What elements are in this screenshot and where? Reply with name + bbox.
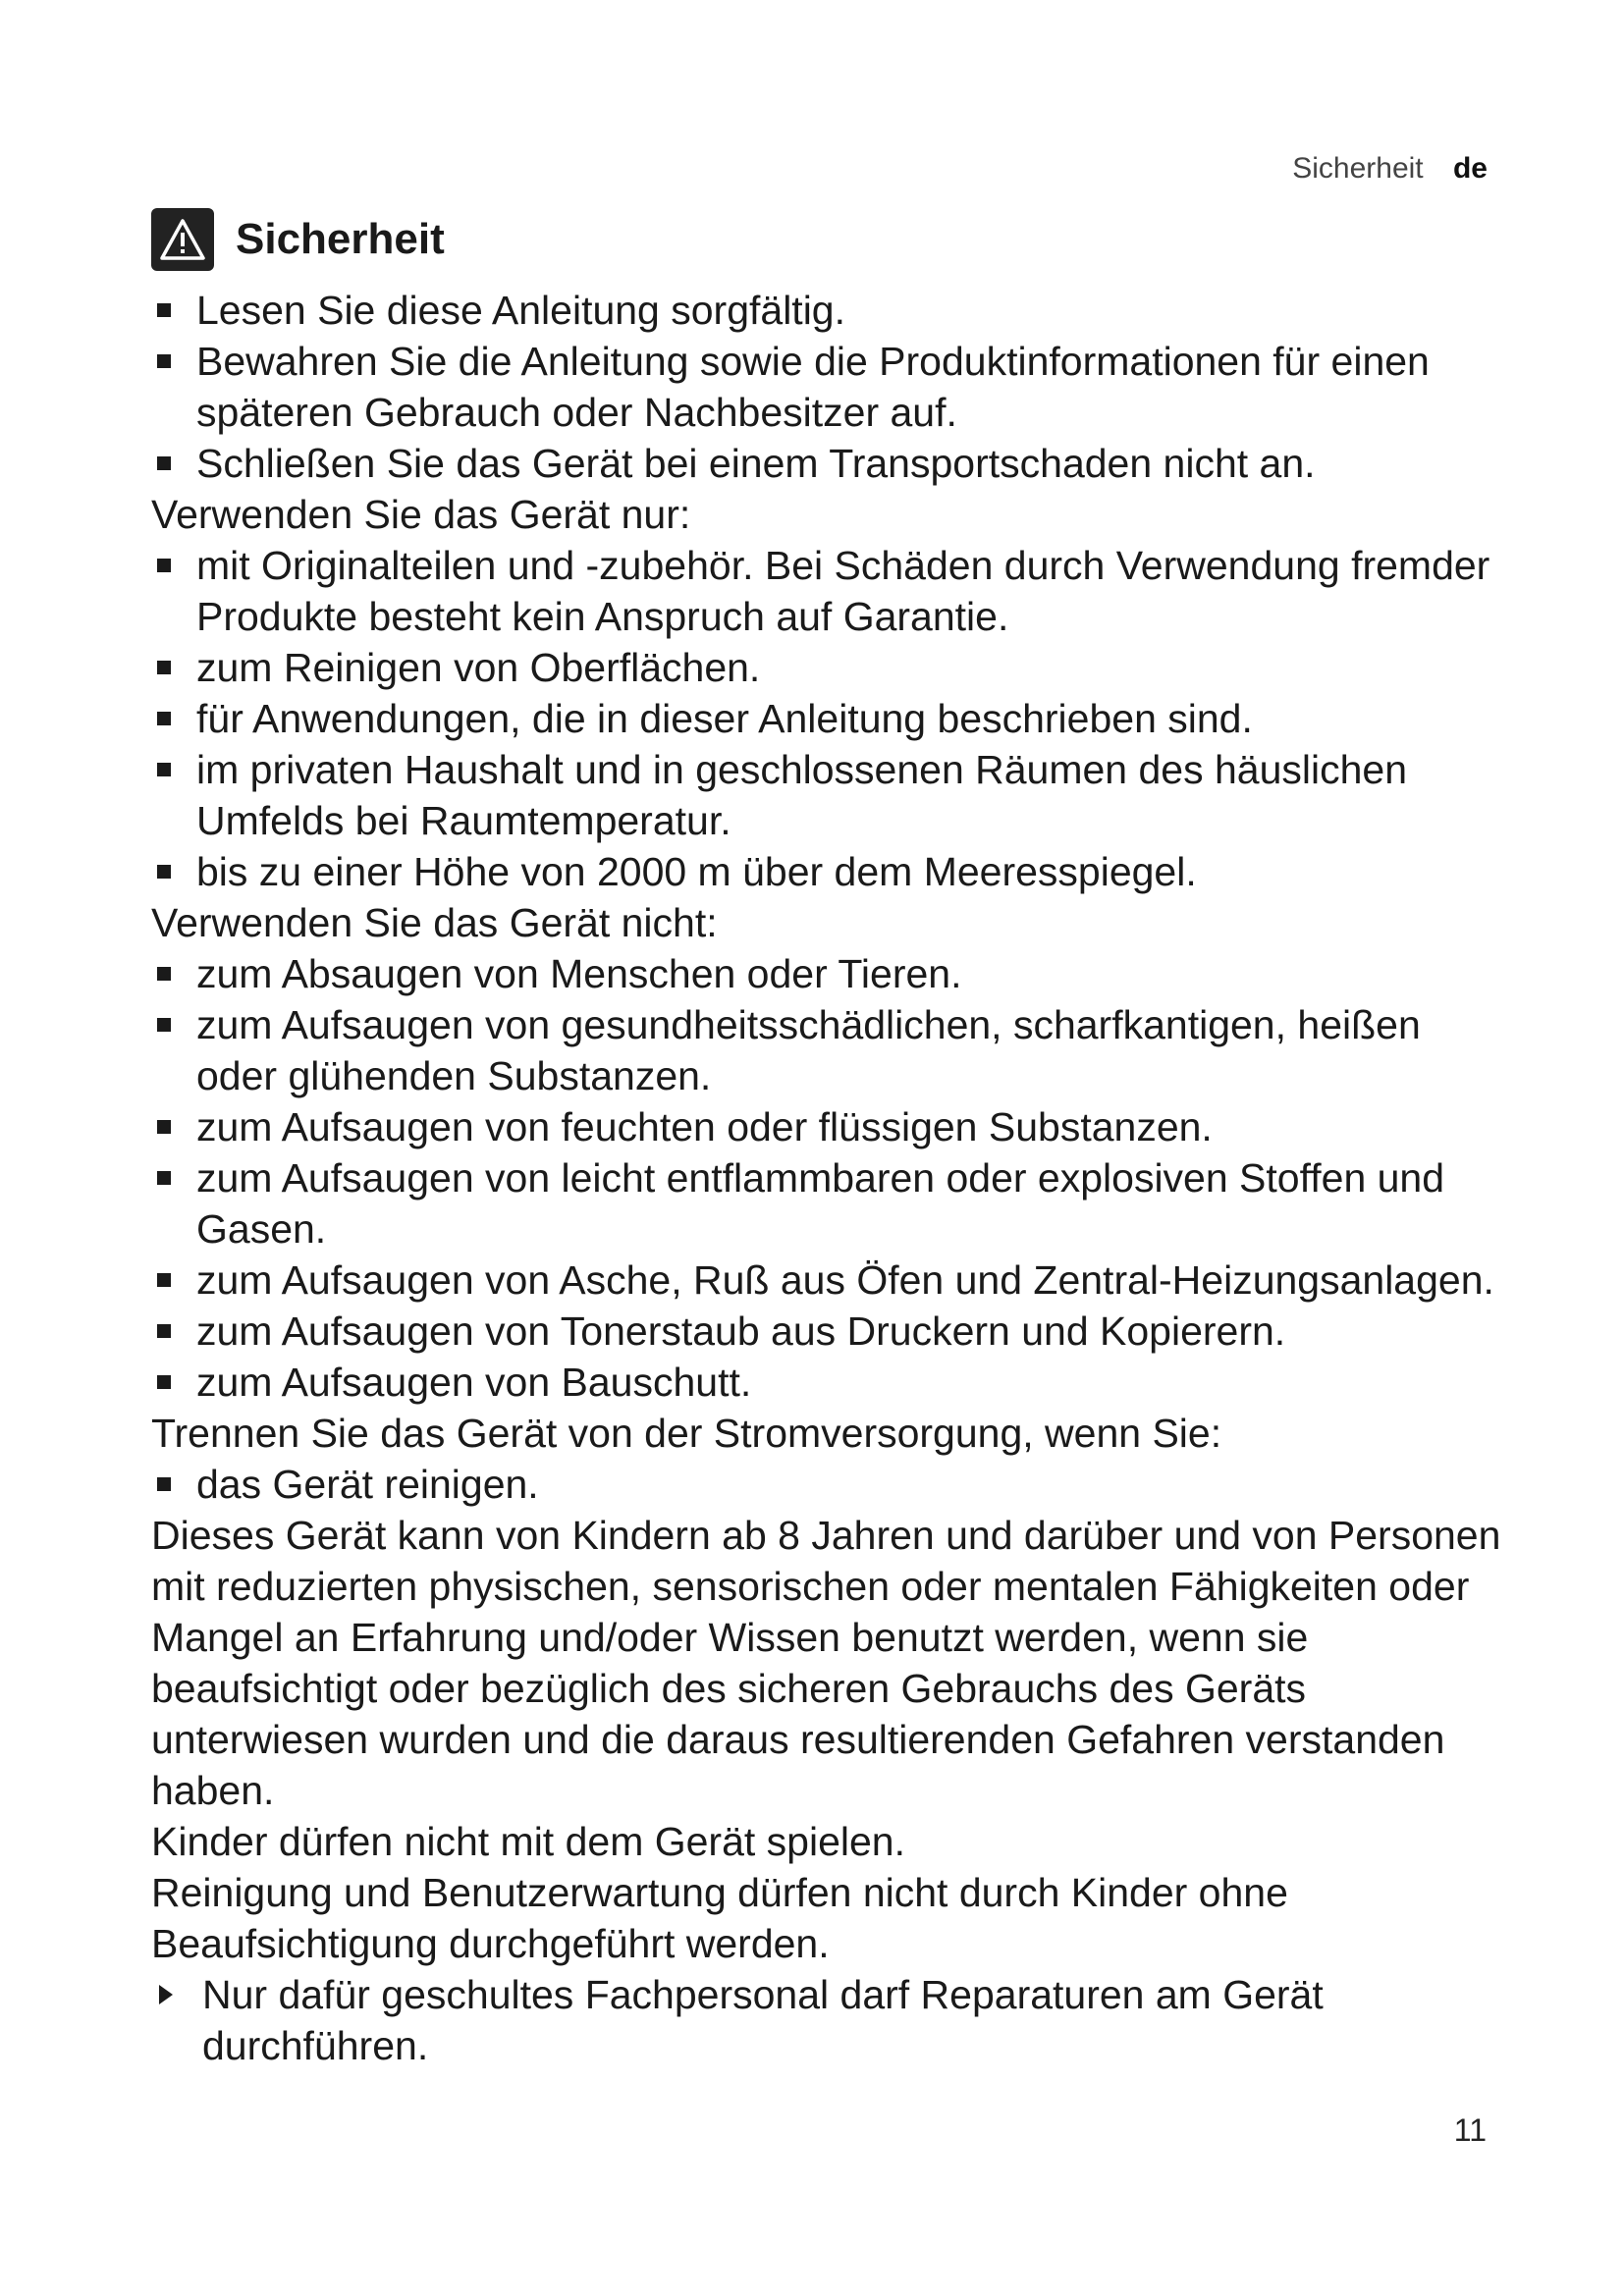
children-supervision-paragraph: Dieses Gerät kann von Kindern ab 8 Jahren und darüber und von Personen mit reduzierten physischen, sensorischen oder mentalen Fähigkeiten oder Mangel an Erfahrung und/oder Wissen benutzt werden, wenn sie beaufsichtigt oder bezüglich des sicheren Gebrauchs des Geräts unterwiesen wurden und die daraus resultierenden Gefahren verstanden haben. [151, 1513, 1501, 1813]
square-bullet-icon [157, 303, 171, 317]
square-bullet-icon [157, 1324, 171, 1338]
square-bullet-icon [157, 456, 171, 470]
children-play-paragraph: Kinder dürfen nicht mit dem Gerät spielen. [151, 1819, 905, 1864]
warning-triangle-icon [151, 208, 214, 271]
disconnect-heading: Trennen Sie das Gerät von der Stromversorgung, wenn Sie: [151, 1411, 1222, 1456]
list-item: für Anwendungen, die in dieser Anleitung beschrieben sind. [151, 693, 1506, 744]
square-bullet-icon [157, 1375, 171, 1389]
list-item: Schließen Sie das Gerät bei einem Transportschaden nicht an. [151, 438, 1506, 489]
safety-content [151, 285, 1506, 2071]
page-number: 11 [1453, 2112, 1487, 2148]
cleaning-paragraph: Reinigung und Benutzerwartung dürfen nicht durch Kinder ohne Beaufsichtigung durchgeführt werden. [151, 1870, 1288, 1966]
list-item: Lesen Sie diese Anleitung sorgfältig. [151, 285, 1506, 336]
header-language-code: de [1452, 152, 1488, 185]
list-item: bis zu einer Höhe von 2000 m über dem Meeresspiegel. [151, 846, 1506, 897]
list-item: im privaten Haushalt und in geschlossenen Räumen des häuslichen Umfelds bei Raumtemperatur. [151, 744, 1506, 846]
list-item: mit Originalteilen und -zubehör. Bei Schäden durch Verwendung fremder Produkte besteht kein Anspruch auf Garantie. [151, 540, 1506, 642]
use-only-heading: Verwenden Sie das Gerät nur: [151, 492, 691, 537]
square-bullet-icon [157, 712, 171, 725]
action-list [151, 1969, 1506, 2071]
list-item: zum Reinigen von Oberflächen. [151, 642, 1506, 693]
list-item: Bewahren Sie die Anleitung sowie die Produktinformationen für einen späteren Gebrauch oder Nachbesitzer auf. [151, 336, 1506, 438]
page-title: Sicherheit [236, 215, 445, 263]
list-item: zum Aufsaugen von Asche, Ruß aus Öfen und Zentral-Heizungsanlagen. [151, 1255, 1506, 1306]
square-bullet-icon [157, 354, 171, 368]
do-not-use-heading: Verwenden Sie das Gerät nicht: [151, 900, 718, 945]
list-item: zum Aufsaugen von Bauschutt. [151, 1357, 1506, 1408]
square-bullet-icon [157, 559, 171, 572]
list-item: zum Aufsaugen von gesundheitsschädlichen, scharfkantigen, heißen oder glühenden Substanzen. [151, 999, 1506, 1101]
page-header [1292, 149, 1488, 188]
header-section-name: Sicherheit [1292, 152, 1424, 185]
square-bullet-icon [157, 967, 171, 981]
list-item: zum Aufsaugen von leicht entflammbaren oder explosiven Stoffen und Gasen. [151, 1152, 1506, 1255]
list-item: das Gerät reinigen. [151, 1459, 1506, 1510]
list-item: zum Absaugen von Menschen oder Tieren. [151, 948, 1506, 999]
intro-list [151, 285, 1506, 489]
square-bullet-icon [157, 1171, 171, 1185]
section-title-row [151, 208, 445, 271]
disconnect-list [151, 1459, 1506, 1510]
square-bullet-icon [157, 865, 171, 879]
square-bullet-icon [157, 1477, 171, 1491]
list-item: zum Aufsaugen von feuchten oder flüssigen Substanzen. [151, 1101, 1506, 1152]
use-only-list [151, 540, 1506, 897]
action-item: Nur dafür geschultes Fachpersonal darf Reparaturen am Gerät durchführen. [151, 1969, 1506, 2071]
list-item: zum Aufsaugen von Tonerstaub aus Druckern und Kopierern. [151, 1306, 1506, 1357]
square-bullet-icon [157, 1120, 171, 1134]
square-bullet-icon [157, 661, 171, 674]
square-bullet-icon [157, 1018, 171, 1032]
square-bullet-icon [157, 1273, 171, 1287]
do-not-use-list [151, 948, 1506, 1408]
triangle-right-icon [159, 1985, 173, 2004]
square-bullet-icon [157, 763, 171, 776]
